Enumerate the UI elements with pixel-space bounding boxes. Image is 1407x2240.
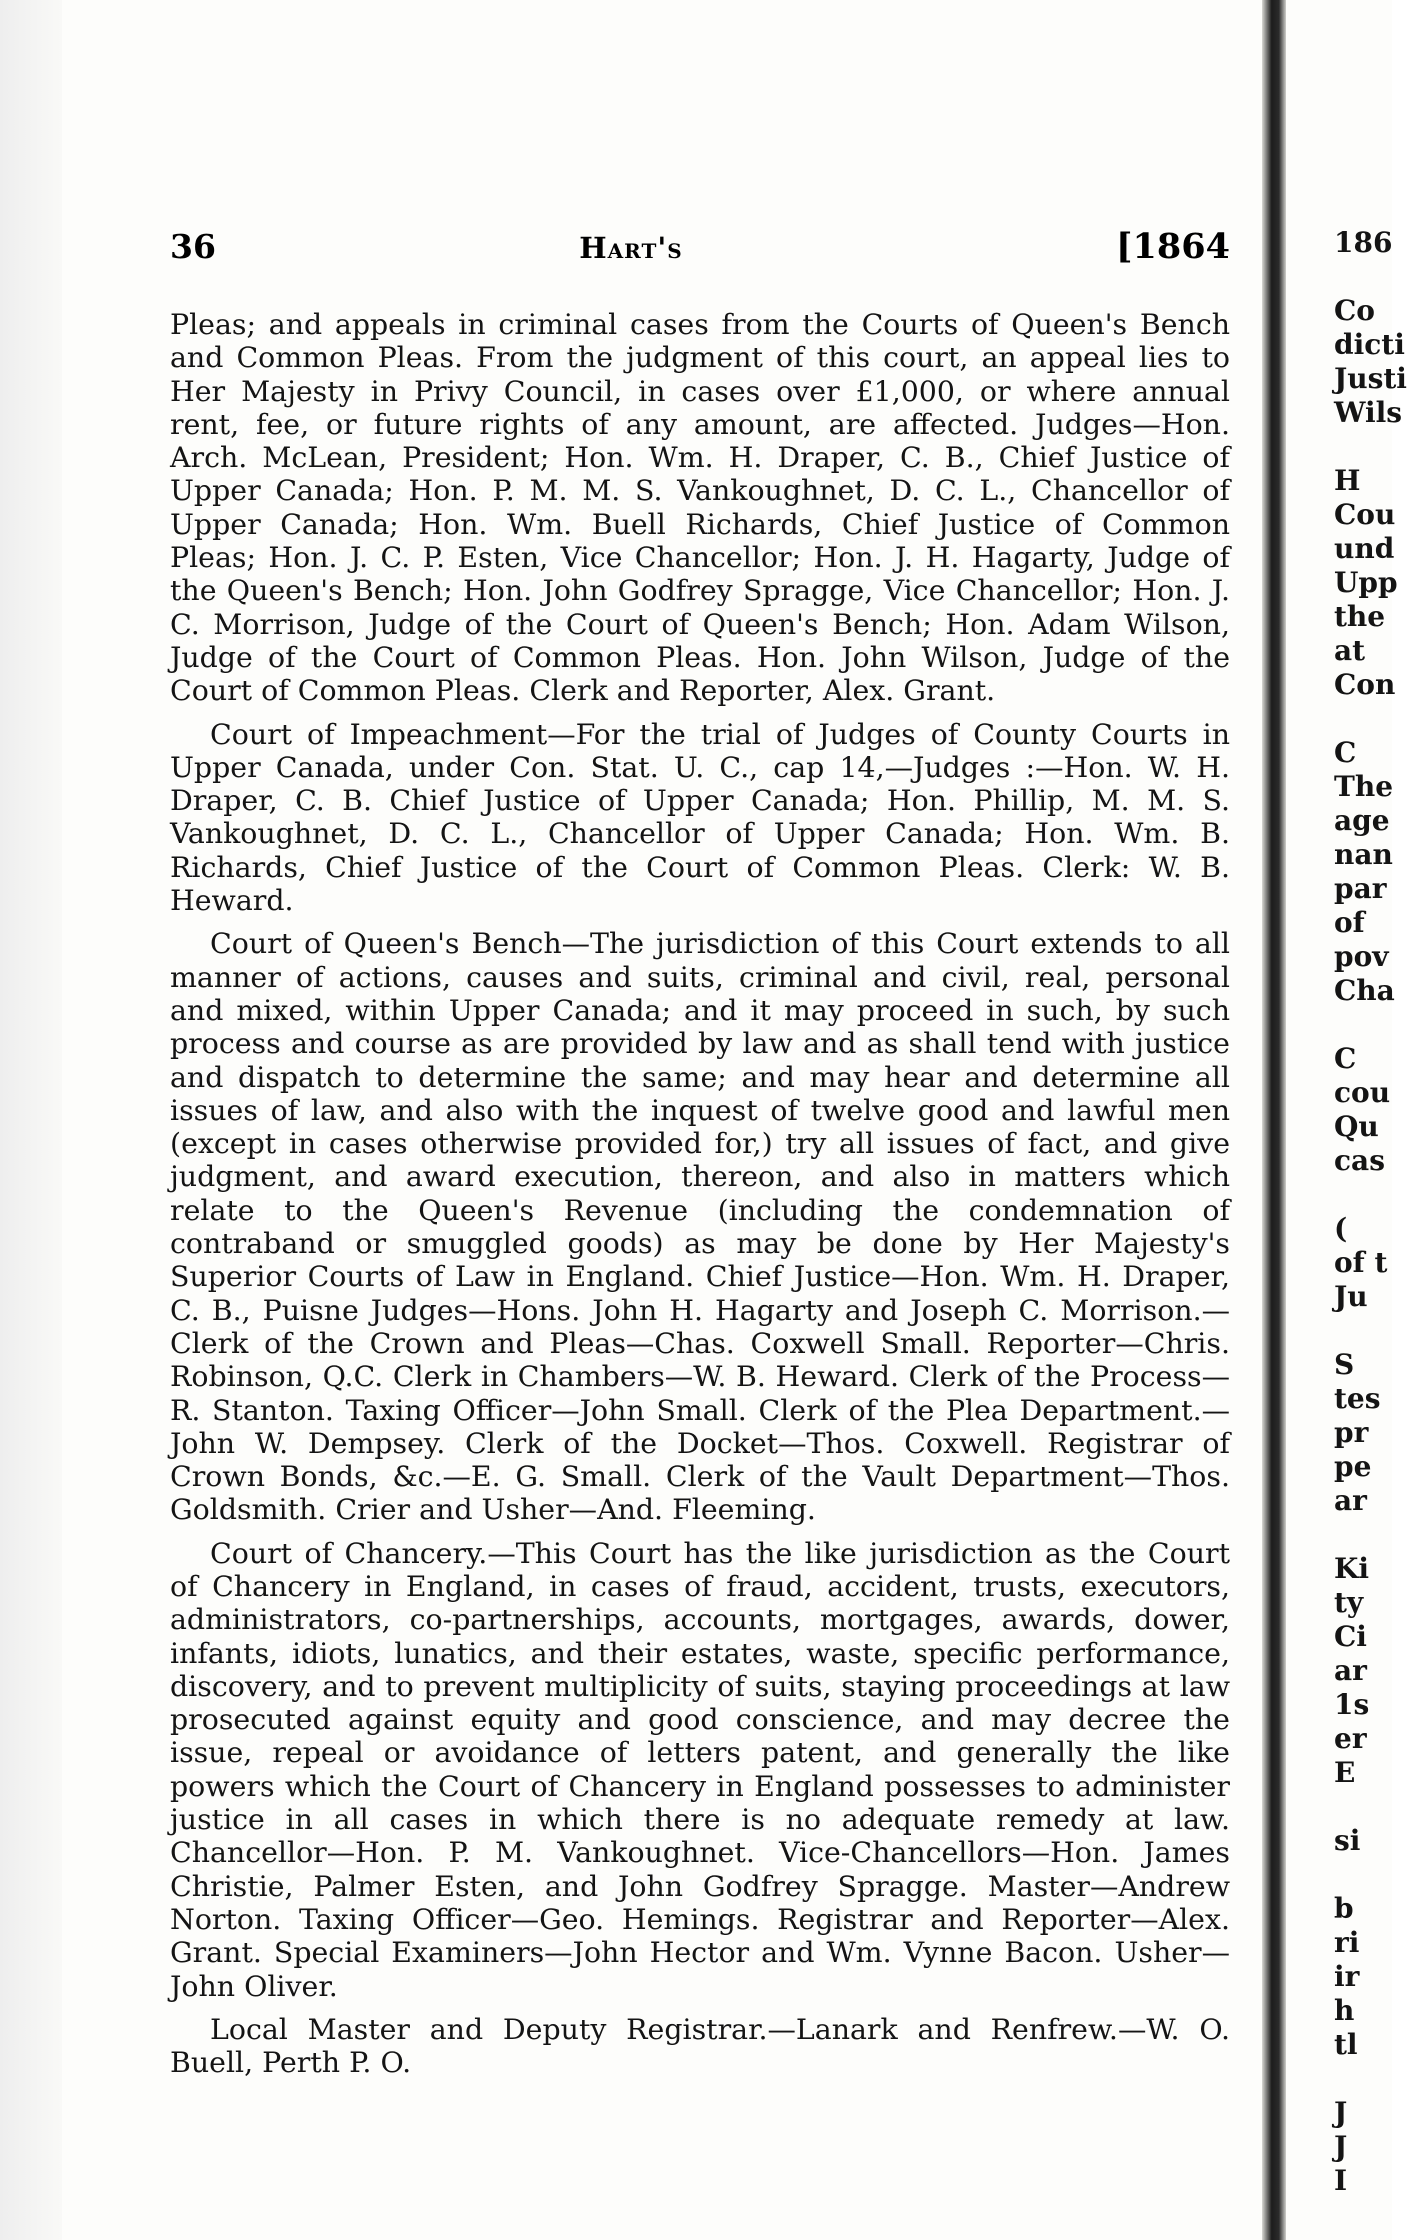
page-header	[170, 226, 1230, 266]
year-mark: [1864	[1116, 226, 1230, 267]
right-page-fragments: 186 Co dicti Justi Wils H Cou und Upp the at Con C The age nan par of pov Cha C cou Qu cas ( of t Ju S tes pr pe ar Ki ty Ci ar 1s er E si b ri ir h tl J J I	[1334, 226, 1407, 2197]
page-margin-left	[0, 0, 62, 2240]
paragraph-local-master: Local Master and Deputy Registrar.—Lanark and Renfrew.—W. O. Buell, Perth P. O.	[170, 2012, 1230, 2080]
page-number: 36	[170, 227, 216, 266]
paragraph-court-of-chancery: Court of Chancery.—This Court has the like jurisdiction as the Court of Chancery in England, in cases of fraud, accident, trusts, executors, administrators, co-partnerships, accounts, mortgages, awards, dower, infants, idiots, lunatics, and their estates, waste, specific performance, discovery, and to prevent multiplicity of suits, staying proceedings at law prosecuted against equity and good conscience, and may decree the issue, repeal or avoidance of letters patent, and generally the like powers which the Court of Chancery in England possesses to administer justice in all cases in which there is no adequate remedy at law. Chancellor—Hon. P. M. Vankoughnet. Vice-Chancellors—Hon. James Christie, Palmer Esten, and John Godfrey Spragge. Master—Andrew Norton. Taxing Officer—Geo. Hemings. Registrar and Reporter—Alex. Grant. Special Examiners—John Hector and Wm. Vynne Bacon. Usher—John Oliver.	[170, 1536, 1230, 2003]
page-body	[170, 298, 1230, 2079]
paragraph-court-of-appeal: Pleas; and appeals in criminal cases from the Courts of Queen's Bench and Common Pleas. From the judgment of this court, an appeal lies to Her Majesty in Privy Council, in cases over £1,000, or where annual rent, fee, or future rights of any amount, are affected. Judges—Hon. Arch. McLean, President; Hon. Wm. H. Draper, C. B., Chief Justice of Upper Canada; Hon. P. M. M. S. Vankoughnet, D. C. L., Chancellor of Upper Canada; Hon. Wm. Buell Richards, Chief Justice of Common Pleas; Hon. J. C. P. Esten, Vice Chancellor; Hon. J. H. Hagarty, Judge of the Queen's Bench; Hon. John Godfrey Spragge, Vice Chancellor; Hon. J. C. Morrison, Judge of the Court of Queen's Bench; Hon. Adam Wilson, Judge of the Court of Common Pleas. Hon. John Wilson, Judge of the Court of Common Pleas. Clerk and Reporter, Alex. Grant.	[170, 308, 1230, 708]
running-head: Hart's	[579, 231, 683, 265]
book-gutter	[1262, 0, 1286, 2240]
paragraph-court-of-impeachment: Court of Impeachment—For the trial of Judges of County Courts in Upper Canada, under Con. Stat. U. C., cap 14,—Judges :—Hon. W. H. Draper, C. B. Chief Justice of Upper Canada; Hon. Phillip, M. M. S. Vankoughnet, D. C. L., Chancellor of Upper Canada; Hon. Wm. B. Richards, Chief Justice of the Court of Common Pleas. Clerk: W. B. Heward.	[170, 717, 1230, 918]
paragraph-court-of-queens-bench: Court of Queen's Bench—The jurisdiction of this Court extends to all manner of actions, causes and suits, criminal and civil, real, personal and mixed, within Upper Canada; and it may proceed in such, by such process and course as are provided by law and as shall tend with justice and dispatch to determine the same; and may hear and determine all issues of law, and also with the inquest of twelve good and lawful men (except in cases otherwise provided for,) try all issues of fact, and give judgment, and award execution, thereon, and also in matters which relate to the Queen's Revenue (including the condemnation of contraband or smuggled goods) as may be done by Her Majesty's Superior Courts of Law in England. Chief Justice—Hon. Wm. H. Draper, C. B., Puisne Judges—Hons. John H. Hagarty and Joseph C. Morrison.—Clerk of the Crown and Pleas—Chas. Coxwell Small. Reporter—Chris. Robinson, Q.C. Clerk in Chambers—W. B. Heward. Clerk of the Process—R. Stanton. Taxing Officer—John Small. Clerk of the Plea Department.—John W. Dempsey. Clerk of the Docket—Thos. Coxwell. Registrar of Crown Bonds, &c.—E. G. Small. Clerk of the Vault Department—Thos. Goldsmith. Crier and Usher—And. Fleeming.	[170, 927, 1230, 1527]
